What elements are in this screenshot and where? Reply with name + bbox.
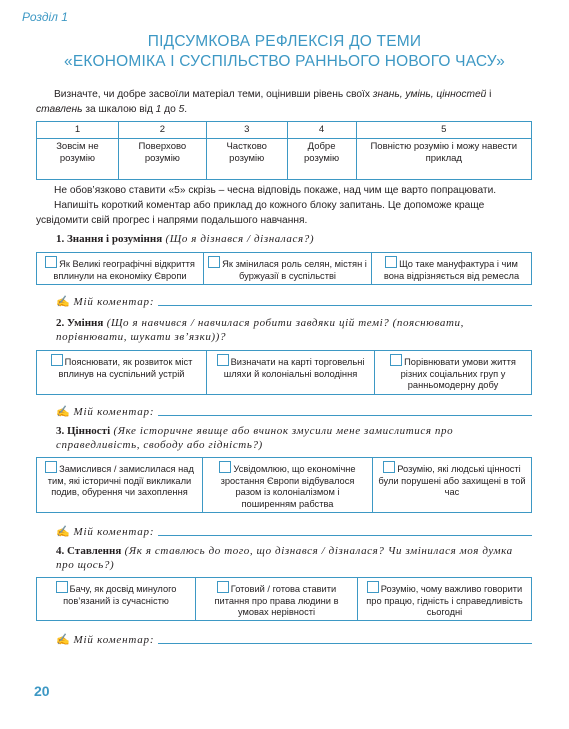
option-item[interactable] (358, 577, 532, 621)
comment-label: Мій коментар: (73, 406, 155, 418)
block-3-heading (56, 424, 532, 452)
rating-scale-table (36, 121, 532, 180)
option-label: Готовий / готова ставити питання про права людини в умовах нерівності (214, 584, 339, 617)
block-2-comment (56, 404, 532, 418)
checkbox[interactable] (56, 581, 68, 593)
option-label: Як Великі географічні відкриття вплинули на економіку Європи (53, 259, 195, 281)
option-item[interactable] (36, 457, 203, 513)
block-3-options (36, 457, 532, 513)
option-label: Бачу, як досвід минулого пов’язаний із сучасністю (63, 584, 177, 606)
checkbox[interactable] (367, 581, 379, 593)
pencil-icon: ✍ (56, 526, 71, 538)
comment-label: Мій коментар: (73, 634, 155, 646)
intro-paragraph (36, 87, 532, 117)
note-honesty: Не обов’язково ставити «5» скрізь – чесна відповідь покаже, над чим ще варто попрацювати. (54, 185, 497, 196)
option-label: Усвідомлюю, що економічне зростання Європи відбувалося разом із колоніалізмом і поширенням рабства (220, 464, 356, 509)
page-number: 20 (34, 683, 50, 699)
scale-descriptions-row (37, 139, 532, 180)
intro-text: . (184, 104, 188, 115)
option-label: Визначати на карті торговельні шляхи й колоніальні володіння (223, 357, 365, 379)
checkbox[interactable] (219, 461, 231, 473)
intro-text: Визначте, чи добре засвоїли матеріал теми, оцінивши рівень своїх (54, 89, 373, 100)
scale-description: Частково розумію (206, 139, 287, 180)
intro-emphasis: знань, умінь, цінностей (372, 89, 487, 100)
intro-text: і (486, 89, 492, 100)
title-line-1: ПІДСУМКОВА РЕФЛЕКСІЯ ДО ТЕМИ (147, 33, 422, 50)
option-label: Порівнювати умови життя різних соціальних груп у ранньомодерну добу (400, 357, 516, 390)
scale-levels-row (37, 122, 532, 139)
comment-line[interactable] (158, 305, 532, 306)
block-1-heading (56, 232, 532, 246)
option-label: Розумію, які людські цінності були порушені або захищені в той час (378, 464, 526, 497)
pencil-icon: ✍ (56, 406, 71, 418)
checkbox[interactable] (51, 354, 63, 366)
scale-description: Повністю розумію і можу навести приклад (356, 139, 531, 180)
checkbox[interactable] (45, 461, 57, 473)
block-1-options (36, 252, 532, 285)
pencil-icon: ✍ (56, 296, 71, 308)
intro-emphasis: ставлень (36, 104, 83, 115)
option-item[interactable] (204, 252, 372, 285)
note-comment: Напишіть короткий коментар або приклад до кожного блоку запитань. Це допоможе краще усвідомити свій прогрес і напрями подальшого навчання. (36, 200, 485, 226)
checkbox[interactable] (383, 461, 395, 473)
comment-line[interactable] (158, 643, 532, 644)
comment-line[interactable] (158, 415, 532, 416)
title-line-2: «ЕКОНОМІКА І СУСПІЛЬСТВО РАННЬОГО НОВОГО ЧАСУ» (64, 53, 505, 70)
block-question: (Що я дізнався / дізналася?) (162, 233, 315, 245)
option-item[interactable] (36, 252, 204, 285)
option-item[interactable] (375, 350, 532, 395)
scale-level: 3 (206, 122, 287, 139)
option-label: Замислився / замислилася над тим, які історичні події викликали подив, обурення чи захоплення (47, 464, 194, 497)
option-item[interactable] (207, 350, 375, 395)
block-question: (Що я навчився / навчилася робити завдяки цій темі? (пояснювати, порівнювати, шукати зв’язки))? (56, 317, 464, 343)
checkbox[interactable] (385, 256, 397, 268)
pencil-icon: ✍ (56, 634, 71, 646)
intro-emphasis: 1 (155, 104, 162, 115)
checkbox[interactable] (390, 354, 402, 366)
option-label: Пояснювати, як розвиток міст вплинув на суспільний устрій (58, 357, 193, 379)
intro-emphasis: 5 (178, 104, 185, 115)
comment-label: Мій коментар: (73, 526, 155, 538)
option-item[interactable] (372, 252, 532, 285)
scale-level: 4 (287, 122, 356, 139)
checkbox[interactable] (45, 256, 57, 268)
scale-level: 5 (356, 122, 531, 139)
scale-level: 1 (37, 122, 119, 139)
option-label: Що таке мануфактура і чим вона відрізняється від ремесла (383, 259, 520, 281)
block-title: 1. Знання і розуміння (56, 233, 163, 245)
block-4-options (36, 577, 532, 621)
comment-line[interactable] (158, 535, 532, 536)
comment-label: Мій коментар: (73, 296, 155, 308)
option-item[interactable] (196, 577, 358, 621)
block-2-heading (56, 316, 532, 344)
block-title: 4. Ставлення (56, 545, 122, 557)
checkbox[interactable] (217, 354, 229, 366)
block-title: 2. Уміння (56, 317, 104, 329)
scale-description: Зовсім не розумію (37, 139, 119, 180)
block-4-heading (56, 544, 532, 572)
option-item[interactable] (373, 457, 532, 513)
option-item[interactable] (203, 457, 373, 513)
block-question: (Яке історичне явище або вчинок змусили мене замислитися про справедливість, свободу або гідність?) (56, 425, 454, 451)
section-label: Розділ 1 (22, 10, 68, 24)
block-2-options (36, 350, 532, 395)
checkbox[interactable] (217, 581, 229, 593)
page-title (0, 32, 569, 72)
option-label: Як змінилася роль селян, містян і буржуазії в суспільстві (222, 259, 367, 281)
option-item[interactable] (36, 577, 196, 621)
checkbox[interactable] (208, 256, 220, 268)
block-4-comment (56, 632, 532, 646)
option-label: Розумію, чому важливо говорити про працю, гідність і справедливість сьогодні (366, 584, 523, 617)
scale-description: Добре розумію (287, 139, 356, 180)
scale-level: 2 (118, 122, 206, 139)
intro-text: за шкалою від (82, 104, 156, 115)
block-title: 3. Цінності (56, 425, 111, 437)
block-3-comment (56, 524, 532, 538)
block-1-comment (56, 294, 532, 308)
block-question: (Як я ставлюсь до того, що дізнався / дізналася? Чи змінилася моя думка про щось?) (56, 545, 513, 571)
intro-text: до (161, 104, 179, 115)
option-item[interactable] (36, 350, 207, 395)
scale-description: Поверхово розумію (118, 139, 206, 180)
